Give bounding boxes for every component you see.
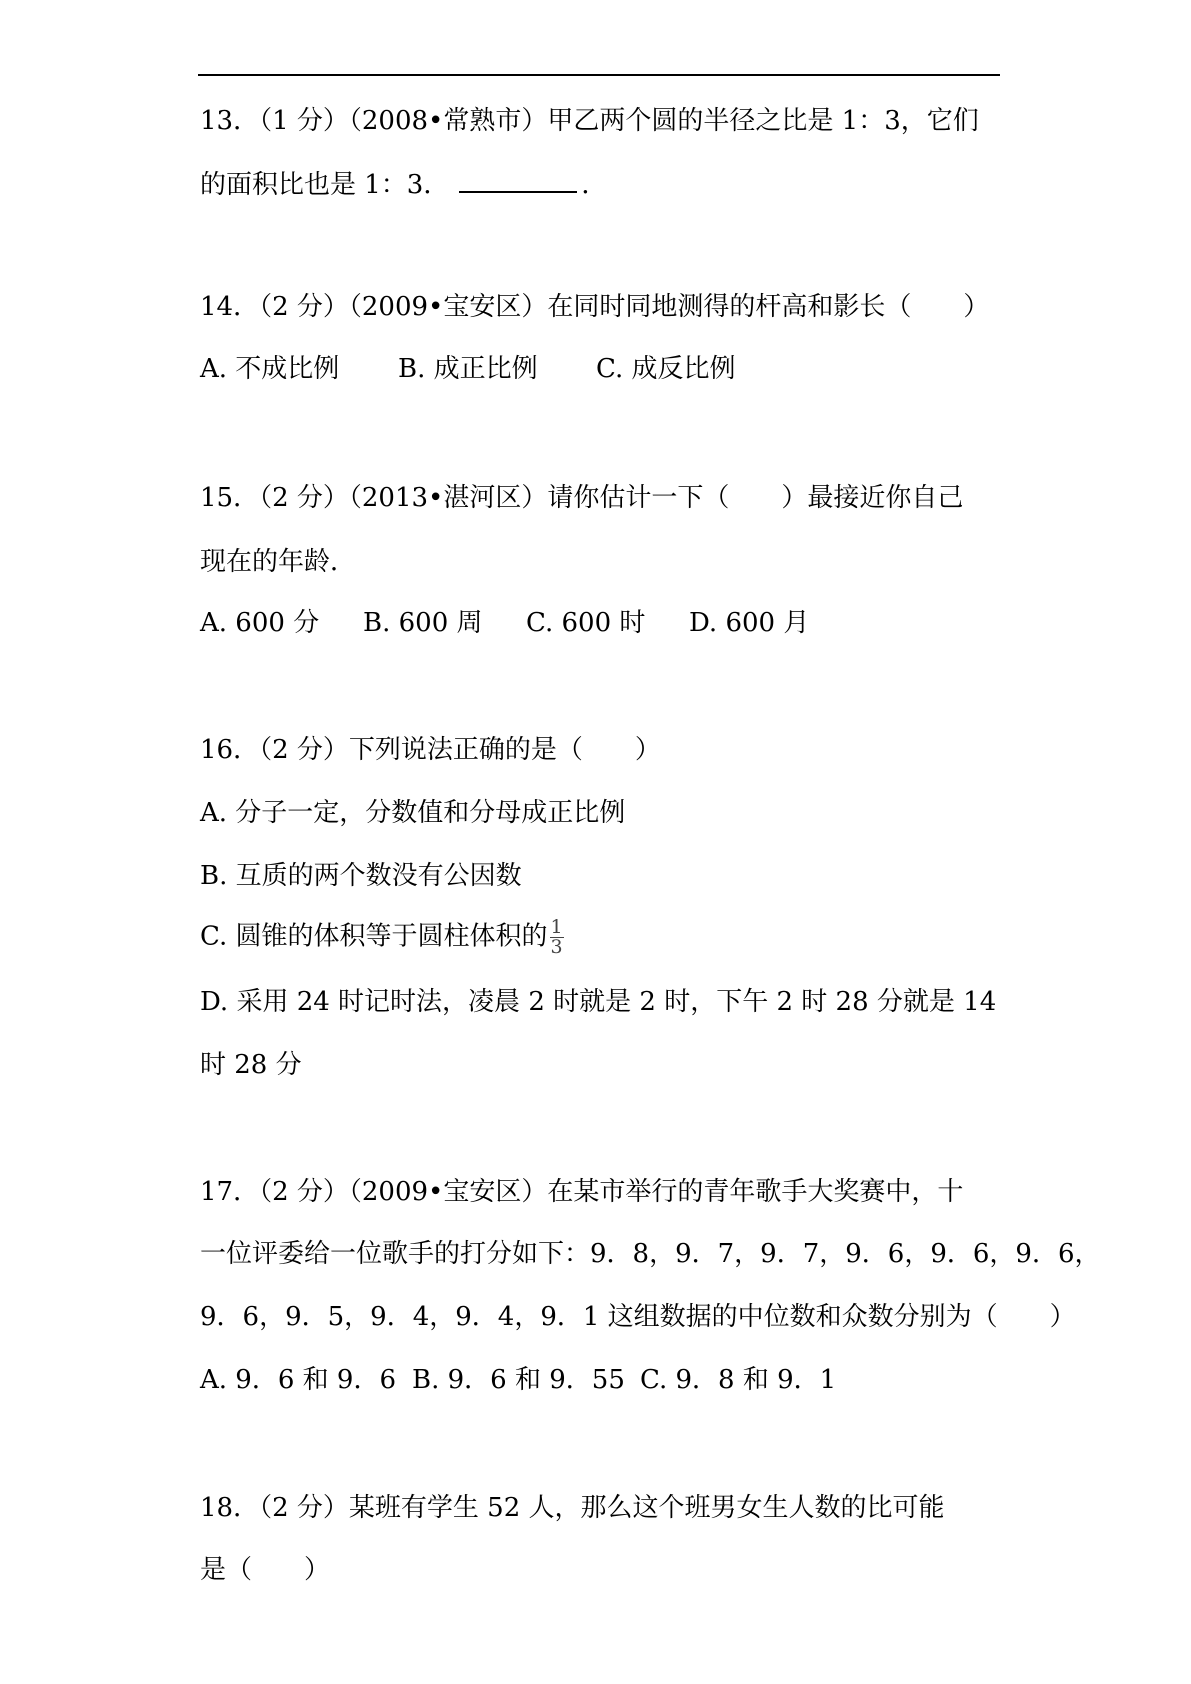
fraction-numerator: 1 [550,916,563,938]
q15-option-b[interactable]: B. 600 周 [363,608,483,638]
q14-option-c[interactable]: C. 成反比例 [596,354,736,384]
q13-line-1: 13．（1 分）（2008•常熟市）甲乙两个圆的半径之比是 1：3，它们 [200,106,979,136]
q15-line-2: 现在的年龄． [200,547,357,577]
q15-option-a[interactable]: A. 600 分 [200,608,320,638]
q15-option-d[interactable]: D. 600 月 [689,608,810,638]
q15-options [200,606,809,640]
q14-stem: 14．（2 分）（2009•宝安区）在同时同地测得的杆高和影长（ ） [200,292,990,322]
q17-line-1: 17．（2 分）（2009•宝安区）在某市举行的青年歌手大奖赛中，十 [200,1177,964,1207]
q16-option-c[interactable] [200,918,564,957]
q17-option-a[interactable]: A. 9．6 和 9．6 [200,1365,397,1395]
q16-option-a[interactable]: A. 分子一定，分数值和分母成正比例 [200,798,626,828]
q18-line-2: 是（ ） [200,1555,331,1585]
q14-options [200,352,736,386]
q14-option-b[interactable]: B. 成正比例 [398,354,538,384]
q15-line-1: 15．（2 分）（2013•湛河区）请你估计一下（ ）最接近你自己 [200,483,964,513]
header-rule [198,74,1000,76]
q17-option-b[interactable]: B. 9．6 和 9．55 [412,1365,625,1395]
q16-stem: 16．（2 分）下列说法正确的是（ ） [200,735,661,765]
q16-option-c-text: C. 圆锥的体积等于圆柱体积的 [200,921,548,952]
q14-option-a[interactable]: A. 不成比例 [200,354,340,384]
q15-option-c[interactable]: C. 600 时 [526,608,646,638]
q17-line-3: 9．6，9．5，9．4，9．4，9．1 这组数据的中位数和众数分别为（ ） [200,1302,1076,1332]
q17-option-c[interactable]: C. 9．8 和 9．1 [640,1365,837,1395]
fraction-denominator: 3 [550,936,563,958]
q16-option-b[interactable]: B. 互质的两个数没有公因数 [200,861,522,891]
q16-option-d-line-1[interactable]: D. 采用 24 时记时法，凌晨 2 时就是 2 时，下午 2 时 28 分就是 14 [200,987,997,1017]
q16-option-d-line-2: 时 28 分 [200,1050,302,1080]
one-third-fraction [550,918,564,957]
q17-options [200,1363,836,1397]
q13-answer-blank[interactable] [459,169,577,193]
q13-line-2-text: 的面积比也是 1：3． [200,170,450,200]
q18-line-1: 18．（2 分）某班有学生 52 人，那么这个班男女生人数的比可能 [200,1493,945,1523]
q13-line-2-end: ． [581,170,608,200]
q13-line-2 [200,168,607,202]
q17-line-2: 一位评委给一位歌手的打分如下：9．8，9．7，9．7，9．6，9．6，9．6， [200,1239,1101,1269]
